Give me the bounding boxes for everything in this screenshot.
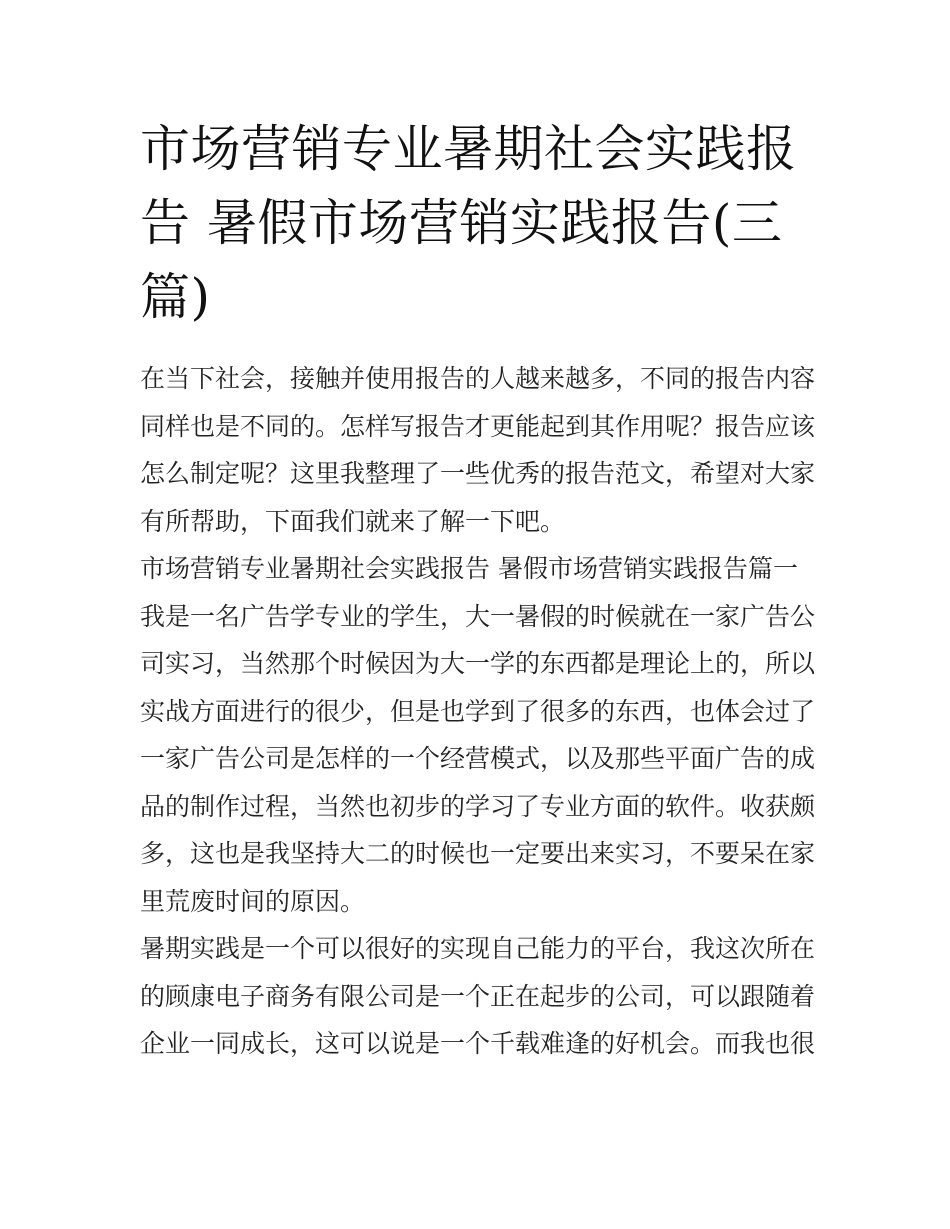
paragraph-summer-practice: 暑期实践是一个可以很好的实现自己能力的平台，我这次所在的顾康电子商务有限公司是一个正在起步的公司，可以跟随着企业一同成长，这可以说是一个千载难逢的好机会。而我也很 (140, 934, 816, 1058)
paragraph-internship: 我是一名广告学专业的学生，大一暑假的时候就在一家广告公司实习，当然那个时候因为大一学的东西都是理论上的，所以实战方面进行的很少，但是也学到了很多的东西，也体会过了一家广告公司是怎样的一个经营模式，以及那些平面广告的成品的制作过程，当然也初步的学习了专业方面的软件。收获颇多，这也是我坚持大二的时候也一定要出来实习，不要呆在家里荒废时间的原因。 (140, 601, 816, 916)
document-body (140, 355, 815, 1068)
document-title: 市场营销专业暑期社会实践报告 暑假市场营销实践报告(三篇) (140, 120, 797, 326)
paragraph-intro: 在当下社会，接触并使用报告的人越来越多，不同的报告内容同样也是不同的。怎样写报告才更能起到其作用呢？报告应该怎么制定呢？这里我整理了一些优秀的报告范文，希望对大家有所帮助，下面我们就来了解一下吧。 (140, 364, 816, 536)
paragraph-section-heading: 市场营销专业暑期社会实践报告 暑假市场营销实践报告篇一 (140, 554, 798, 583)
